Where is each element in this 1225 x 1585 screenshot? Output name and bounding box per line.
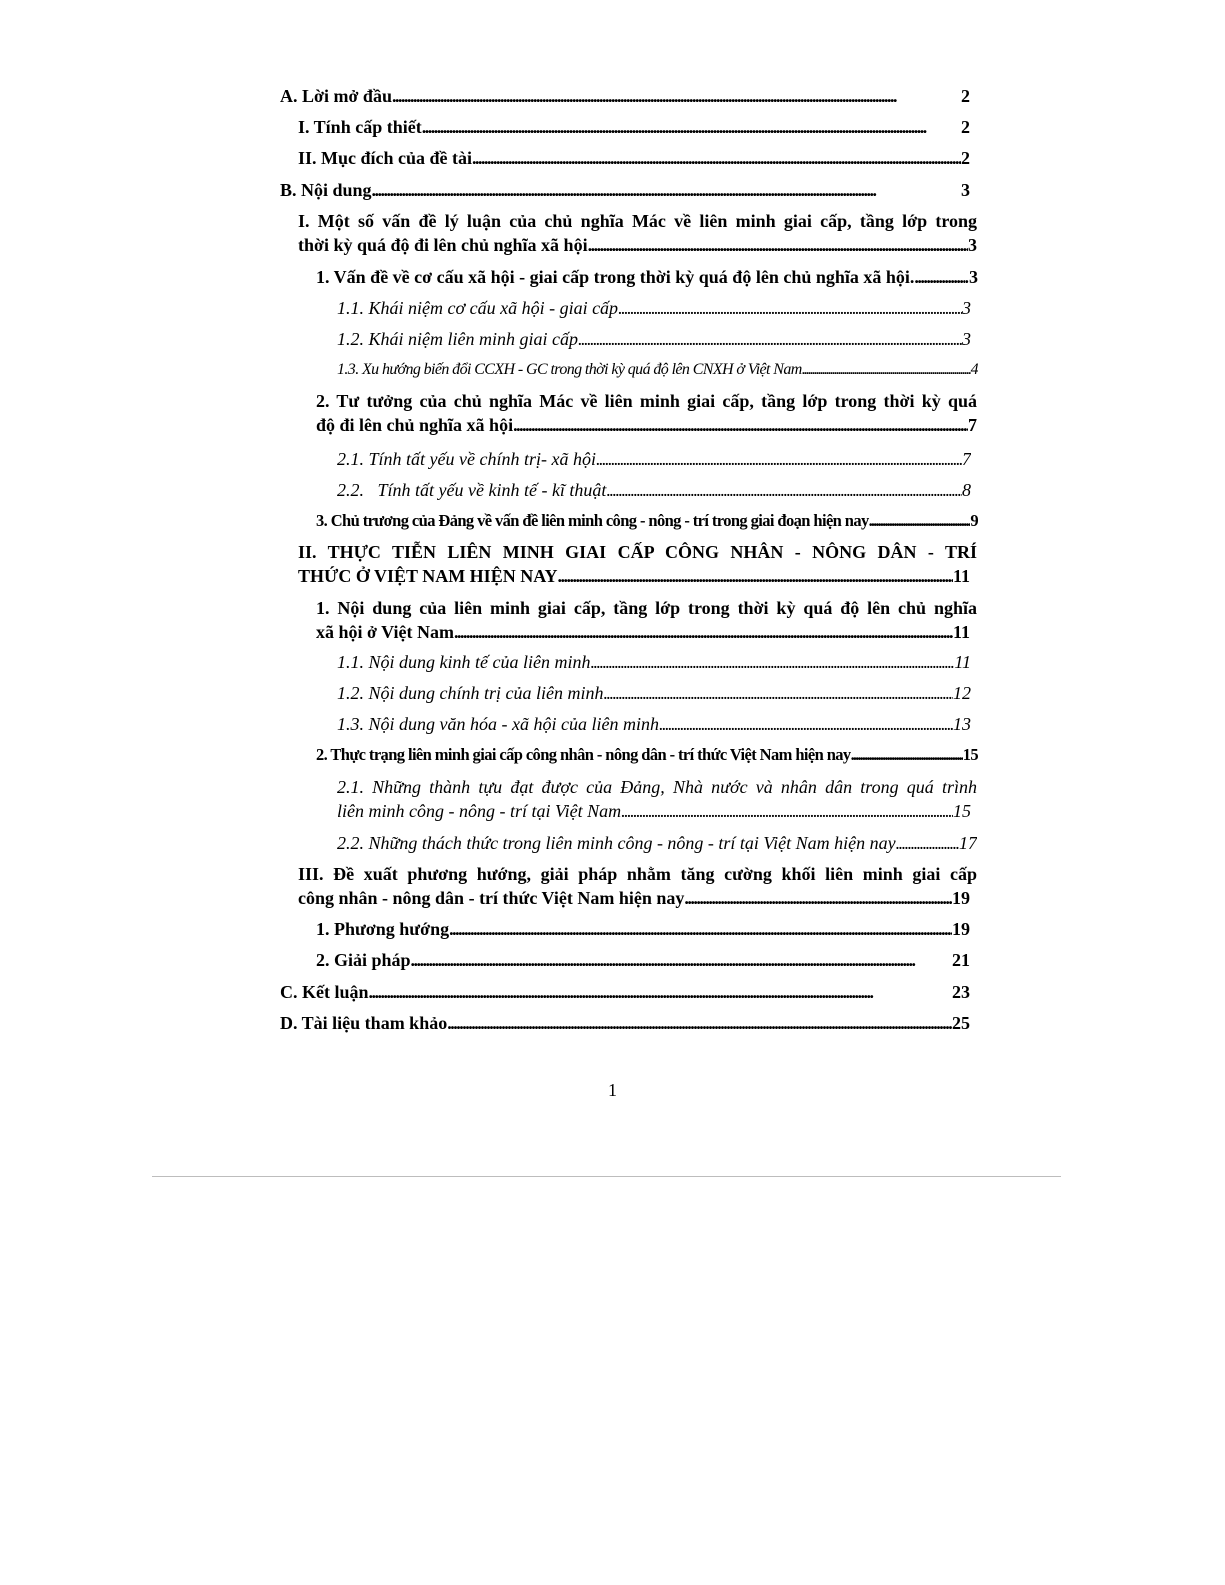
toc-entry-tai-lieu[interactable] [280, 1011, 970, 1037]
toc-entry-thuc-trang[interactable] [316, 743, 978, 769]
toc-entry-noi-dung-van-hoa[interactable] [337, 712, 971, 738]
toc-entry-page: 15 [962, 745, 978, 764]
toc-entry-title: 1.1. Nội dung kinh tế của liên minh [337, 652, 591, 672]
toc-entry-thach-thuc[interactable] [337, 831, 977, 857]
toc-entry-title: B. Nội dung [280, 180, 372, 200]
toc-entry-page: 7 [968, 415, 977, 435]
toc-entry-title: 1.2. Khái niệm liên minh giai cấp [337, 329, 578, 349]
toc-entry-1-1[interactable] [337, 296, 971, 322]
toc-entry-title-line1: I. Một số vấn đề lý luận của chủ nghĩa Mác về liên minh giai cấp, tầng lớp trong [298, 211, 977, 231]
toc-entry-page: 3 [968, 235, 977, 255]
toc-entry-title: D. Tài liệu tham khảo [280, 1013, 448, 1033]
toc-entry-giai-phap[interactable] [316, 948, 970, 974]
toc-entry-title: THỨC Ở VIỆT NAM HIỆN NAY [298, 566, 558, 586]
toc-entry-thuc-tien[interactable] [298, 540, 977, 588]
toc-entry-page: 23 [952, 982, 970, 1002]
toc-entry-title: 3. Chủ trương của Đảng về vấn đề liên minh công - nông - trí trong giai đoạn hiện nay [316, 511, 869, 530]
toc-entry-co-cau[interactable] [316, 265, 978, 291]
toc-entry-page: 21 [952, 950, 970, 970]
toc-entry-title: 2.2. Tính tất yếu về kinh tế - kĩ thuật [337, 480, 607, 500]
toc-entry-page: 2 [961, 117, 970, 137]
toc-entry-page: 25 [952, 1013, 970, 1033]
toc-entry-title: thời kỳ quá độ đi lên chủ nghĩa xã hội [298, 235, 588, 255]
toc-entry-page: 8 [962, 480, 971, 500]
toc-entry-title: liên minh công - nông - trí tại Việt Nam [337, 801, 622, 821]
toc-entry-ket-luan[interactable] [280, 980, 970, 1006]
toc-entry-1-3[interactable] [337, 358, 978, 384]
toc-entry-title: A. Lời mở đầu [280, 86, 392, 106]
toc-entry-2-2[interactable] [337, 478, 971, 504]
toc-entry-page: 3 [961, 180, 970, 200]
toc-entry-page: 15 [953, 801, 971, 821]
toc-entry-title: 1. Phương hướng [316, 919, 450, 939]
toc-entry-title: 1.1. Khái niệm cơ cấu xã hội - giai cấp [337, 298, 619, 318]
toc-entry-page: 13 [953, 714, 971, 734]
toc-entry-tu-tuong[interactable] [316, 389, 977, 437]
toc-entry-thanh-tuu[interactable] [337, 775, 977, 823]
toc-entry-title: 1.3. Xu hướng biến đổi CCXH - GC trong thời kỳ quá độ lên CNXH ở Việt Nam [337, 361, 802, 378]
toc-entry-page: 7 [962, 449, 971, 469]
toc-entry-de-xuat[interactable] [298, 862, 977, 910]
toc-entry-page: 9 [970, 511, 978, 530]
toc-entry-title: công nhân - nông dân - trí thức Việt Nam hiện nay [298, 888, 685, 908]
toc-entry-title-line1: 1. Nội dung của liên minh giai cấp, tầng lớp trong thời kỳ quá độ lên chủ nghĩa [316, 598, 977, 618]
toc-entry-page: 19 [952, 919, 970, 939]
toc-entry-muc-dich[interactable] [298, 146, 970, 172]
toc-entry-title: C. Kết luận [280, 982, 369, 1002]
toc-entry-2-1[interactable] [337, 447, 971, 473]
toc-entry-page: 17 [959, 833, 977, 853]
toc-entry-page: 19 [952, 888, 970, 908]
page-separator [152, 1176, 1061, 1177]
toc-entry-page: .3 [964, 267, 978, 287]
toc-entry-title: II. Mục đích của đề tài [298, 148, 473, 168]
toc-entry-loi-mo-dau[interactable] [280, 84, 970, 110]
toc-entry-title: 1.3. Nội dung văn hóa - xã hội của liên minh [337, 714, 659, 734]
toc-entry-page: 3 [962, 329, 971, 349]
toc-entry-noi-dung-lien-minh[interactable] [316, 596, 977, 644]
toc-entry-title: 1.2. Nội dung chính trị của liên minh [337, 683, 604, 703]
toc-entry-page: 11 [952, 622, 970, 642]
toc-entry-1-2[interactable] [337, 327, 971, 353]
toc-entry-title-line1: III. Đề xuất phương hướng, giải pháp nhằm tăng cường khối liên minh giai cấp [298, 864, 977, 884]
toc-entry-title-line1: 2. Tư tưởng của chủ nghĩa Mác về liên minh giai cấp, tầng lớp trong thời kỳ quá [316, 391, 977, 411]
toc-entry-title: I. Tính cấp thiết [298, 117, 422, 137]
page-number: 1 [608, 1080, 617, 1100]
toc-entry-page: 2 [961, 86, 970, 106]
toc-entry-noi-dung-kinh-te[interactable] [337, 650, 971, 676]
toc-entry-title: 1. Vấn đề về cơ cấu xã hội - giai cấp trong thời kỳ quá độ lên chủ nghĩa xã hội. [316, 267, 915, 287]
toc-entry-chu-truong[interactable] [316, 509, 978, 535]
toc-entry-page: 3 [962, 298, 971, 318]
toc-entry-noi-dung[interactable] [280, 178, 970, 204]
toc-entry-page: 2 [961, 148, 970, 168]
toc-entry-title: xã hội ở Việt Nam [316, 622, 454, 642]
toc-entry-ly-luan[interactable] [298, 209, 977, 257]
toc-entry-tinh-cap-thiet[interactable] [298, 115, 970, 141]
toc-entry-page: 4 [970, 361, 978, 378]
toc-entry-title: 2. Thực trạng liên minh giai cấp công nhân - nông dân - trí thức Việt Nam hiện nay [316, 745, 851, 764]
toc-entry-title: 2.2. Những thách thức trong liên minh công - nông - trí tại Việt Nam hiện nay [337, 833, 896, 853]
toc-entry-page: 12 [953, 683, 971, 703]
toc-entry-page: 11 [954, 652, 971, 672]
toc-entry-title-line1: II. THỰC TIỄN LIÊN MINH GIAI CẤP CÔNG NHÂN - NÔNG DÂN - TRÍ [298, 542, 977, 562]
toc-entry-phuong-huong[interactable] [316, 917, 970, 943]
toc-entry-title-line1: 2.1. Những thành tựu đạt được của Đảng, Nhà nước và nhân dân trong quá trình [337, 777, 977, 797]
toc-entry-title: độ đi lên chủ nghĩa xã hội [316, 415, 514, 435]
toc-entry-title: 2. Giải pháp [316, 950, 411, 970]
toc-entry-noi-dung-chinh-tri[interactable] [337, 681, 971, 707]
toc-entry-title: 2.1. Tính tất yếu về chính trị- xã hội [337, 449, 596, 469]
toc-entry-page: 11 [952, 566, 970, 586]
